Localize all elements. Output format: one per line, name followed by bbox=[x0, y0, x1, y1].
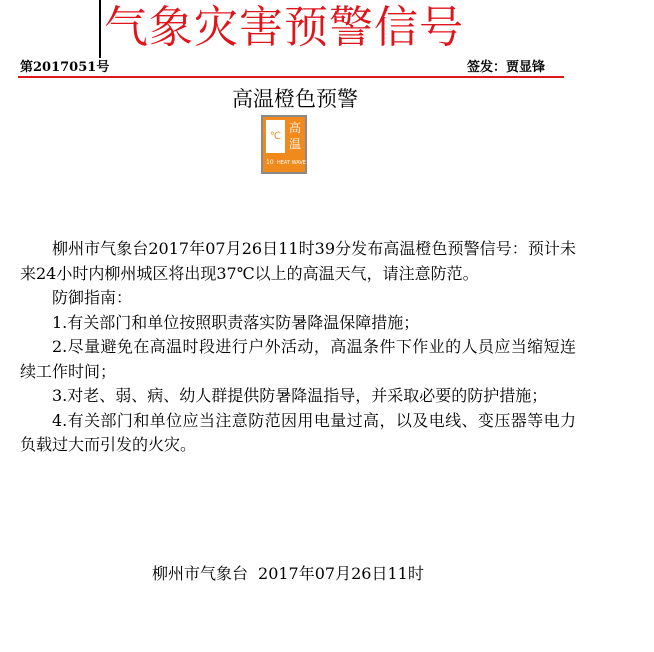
header-red-rule bbox=[18, 76, 564, 78]
guide-heading: 防御指南： bbox=[52, 288, 133, 307]
guide-item: 3.对老、弱、病、幼人群提供防暑降温指导，并采取必要的防护措施； bbox=[52, 386, 548, 405]
icon-english: HEAT WAVE bbox=[277, 160, 306, 166]
document-title: 气象灾害预警信号 bbox=[104, 2, 464, 53]
warning-paragraph: 柳州市气象台2017年07月26日11时39分发布高温橙色预警信号：预计未来24小时内柳州城区将出现37℃以上的高温天气，请注意防范。 bbox=[20, 239, 576, 283]
header-divider-line bbox=[99, 0, 101, 58]
guide-item: 2.尽量避免在高温时段进行户外活动，高温条件下作业的人员应当缩短连续工作时间； bbox=[20, 337, 576, 381]
icon-number: 10 bbox=[266, 159, 274, 166]
thermometer-icon: ℃ bbox=[266, 120, 285, 153]
warning-body bbox=[20, 237, 576, 458]
guide-item: 4.有关部门和单位应当注意防范因用电量过高，以及电线、变压器等电力负载过大而引发的火灾。 bbox=[20, 410, 576, 454]
issuer-footer bbox=[152, 563, 434, 585]
warning-subtitle: 高温橙色预警 bbox=[232, 87, 358, 111]
heat-orange-warning-icon bbox=[261, 115, 307, 174]
issuer-name: 柳州市气象台 bbox=[152, 564, 249, 583]
signer: 签发：贾显锋 bbox=[467, 60, 546, 75]
guide-item: 1.有关部门和单位按照职责落实防暑降温保障措施； bbox=[52, 312, 420, 332]
issue-datetime: 2017年07月26日11时 bbox=[258, 564, 424, 583]
document-number: 第2017051号 bbox=[20, 60, 110, 75]
icon-word: 高温 bbox=[288, 121, 301, 151]
